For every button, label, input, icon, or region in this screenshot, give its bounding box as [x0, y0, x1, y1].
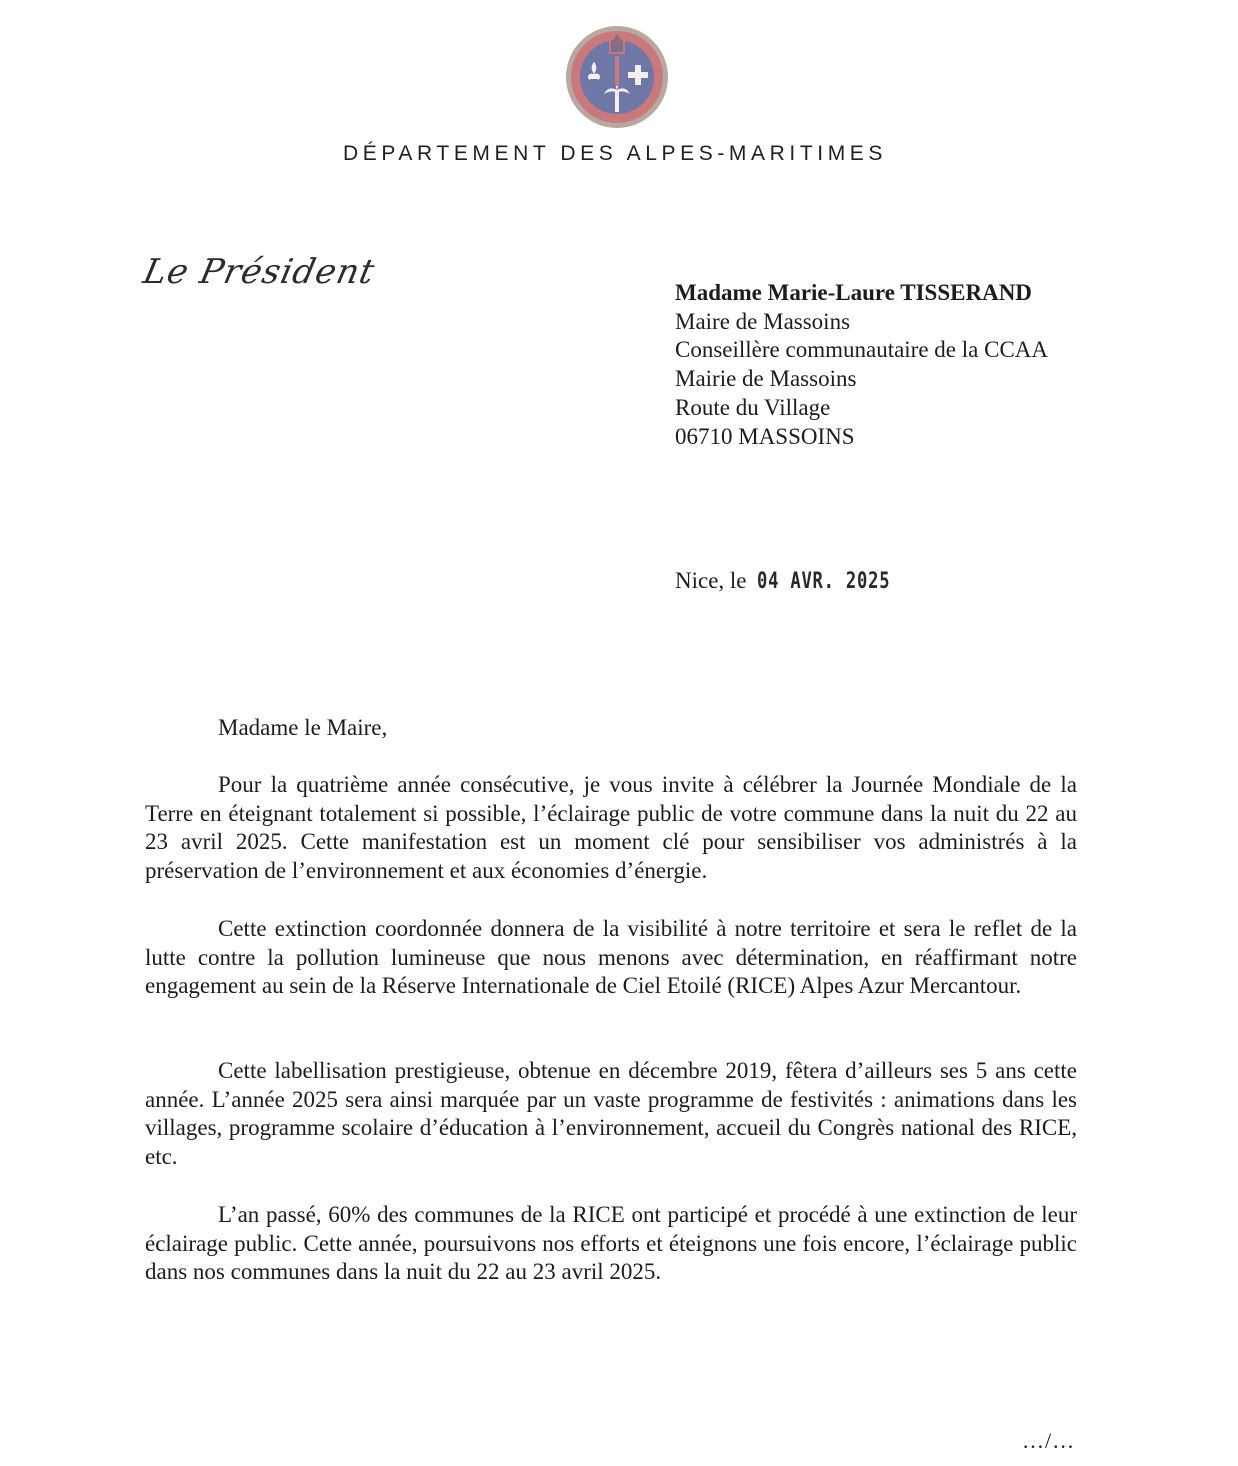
date-place: Nice, le: [675, 568, 747, 593]
salutation: Madame le Maire,: [218, 715, 388, 740]
body-paragraph: Cette extinction coordonnée donnera de la visibilité à notre territoire et sera le reflet de la lutte contre la pollution lumineuse que nous menons avec détermination, en réaffirmant notre engagement au sein de la Réserve Internationale de Ciel Etoilé (RICE) Alpes Azur Mercantour.: [145, 916, 1077, 999]
body-paragraph: L’an passé, 60% des communes de la RICE ont participé et procédé à une extinction de leur éclairage public. Cette année, poursuivons nos efforts et éteignons une fois encore, l’éclairage public dans nos communes dans la nuit du 22 au 23 avril 2025.: [145, 1202, 1077, 1285]
recipient-line: Conseillère communautaire de la CCAA: [675, 337, 1049, 363]
sender-title: Le Président: [139, 252, 379, 292]
department-title: DÉPARTEMENT DES ALPES-MARITIMES: [342, 142, 888, 165]
date-line: [675, 568, 927, 594]
body-paragraph: Pour la quatrième année consécutive, je vous invite à célébrer la Journée Mondiale de la Terre en éteignant totalement si possible, l’éclairage public de votre commune dans la nuit du 22 au 23 avril 2025. Cette manifestation est un moment clé pour sensibiliser vos administrés à la préservation de l’environnement et aux économies d’énergie.: [145, 772, 1077, 884]
date-stamp: 04 AVR. 2025: [756, 569, 890, 594]
body-paragraph: Cette labellisation prestigieuse, obtenue en décembre 2019, fêtera d’ailleurs ses 5 ans cette année. L’année 2025 sera ainsi marquée par un vaste programme de festivités : animations dans les villages, programme scolaire d’éducation à l’environnement, accueil du Congrès national des RICE, etc.: [145, 1058, 1077, 1170]
page-continuation-mark: …/…: [1022, 1428, 1076, 1453]
recipient-line: Mairie de Massoins: [675, 366, 857, 392]
department-coat-of-arms-icon: [564, 24, 670, 130]
recipient-line: 06710 MASSOINS: [675, 423, 855, 449]
recipient-line: Route du Village: [675, 394, 831, 420]
recipient-address: [675, 279, 1048, 451]
recipient-line: Maire de Massoins: [675, 308, 851, 334]
recipient-name: Madame Marie-Laure TISSERAND: [675, 280, 1032, 305]
